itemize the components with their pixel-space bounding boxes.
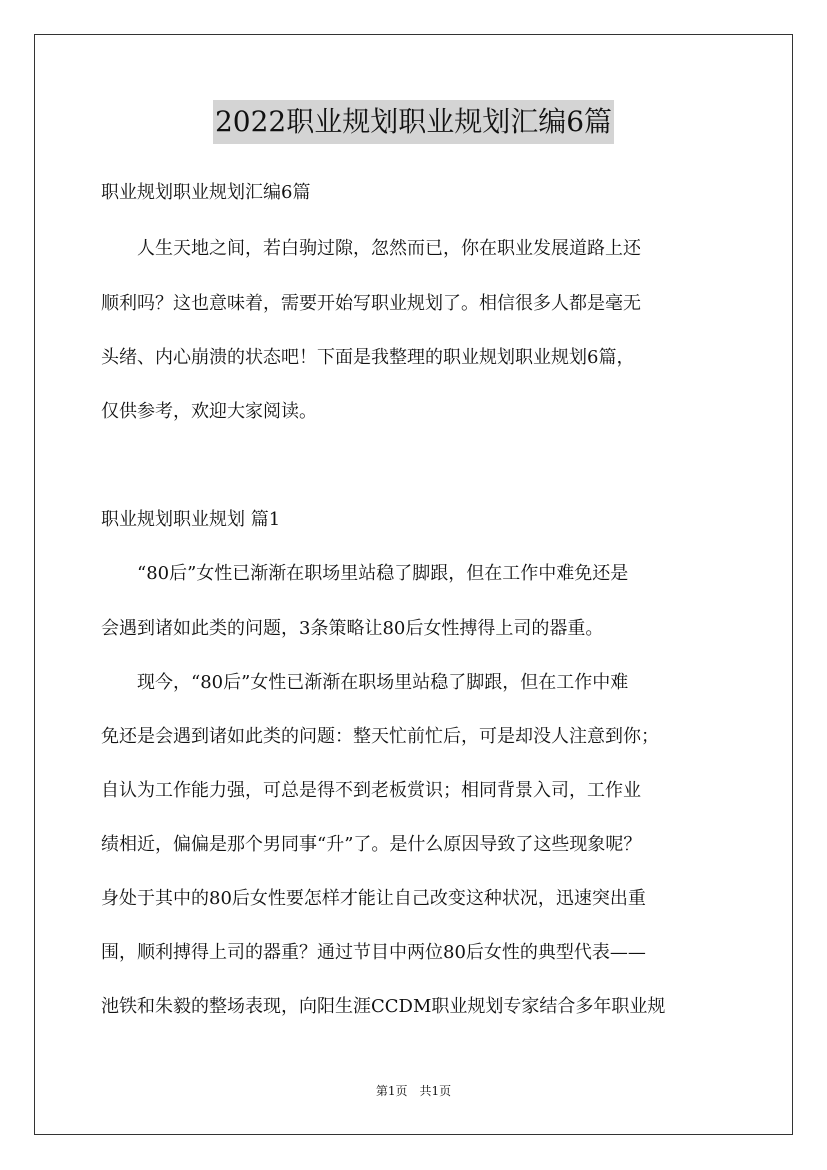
subtitle: 职业规划职业规划汇编6篇 [101,182,311,203]
body-line: 池铁和朱毅的整场表现，向阳生涯CCDM职业规划专家结合多年职业规 [101,996,666,1017]
intro-line: 顺利吗？这也意味着，需要开始写职业规划了。相信很多人都是毫无 [101,293,641,314]
document-title: 2022职业规划职业规划汇编6篇 [213,100,614,144]
body-line: 免还是会遇到诸如此类的问题：整天忙前忙后，可是却没人注意到你； [101,726,659,747]
intro-line: 头绪、内心崩溃的状态吧！下面是我整理的职业规划职业规划6篇， [101,347,635,368]
intro-line: 仅供参考，欢迎大家阅读。 [101,401,317,422]
body-line: 围，顺利搏得上司的器重？通过节目中两位80后女性的典型代表—— [101,942,646,963]
intro-line: 人生天地之间，若白驹过隙，忽然而已，你在职业发展道路上还 [101,238,641,259]
body-line: “80后”女性已渐渐在职场里站稳了脚跟，但在工作中难免还是 [101,563,629,584]
page-footer: 第1页 共1页 [375,1084,452,1098]
body-line: 绩相近，偏偏是那个男同事“升”了。是什么原因导致了这些现象呢？ [101,834,642,855]
body-line: 现今，“80后”女性已渐渐在职场里站稳了脚跟，但在工作中难 [101,672,629,693]
body-line: 会遇到诸如此类的问题，3条策略让80后女性搏得上司的器重。 [101,618,604,639]
body-line: 身处于其中的80后女性要怎样才能让自己改变这种状况，迅速突出重 [101,888,646,909]
section-heading: 职业规划职业规划 篇1 [101,509,281,530]
title-container [0,100,827,144]
body-line: 自认为工作能力强，可总是得不到老板赏识；相同背景入司，工作业 [101,780,641,801]
